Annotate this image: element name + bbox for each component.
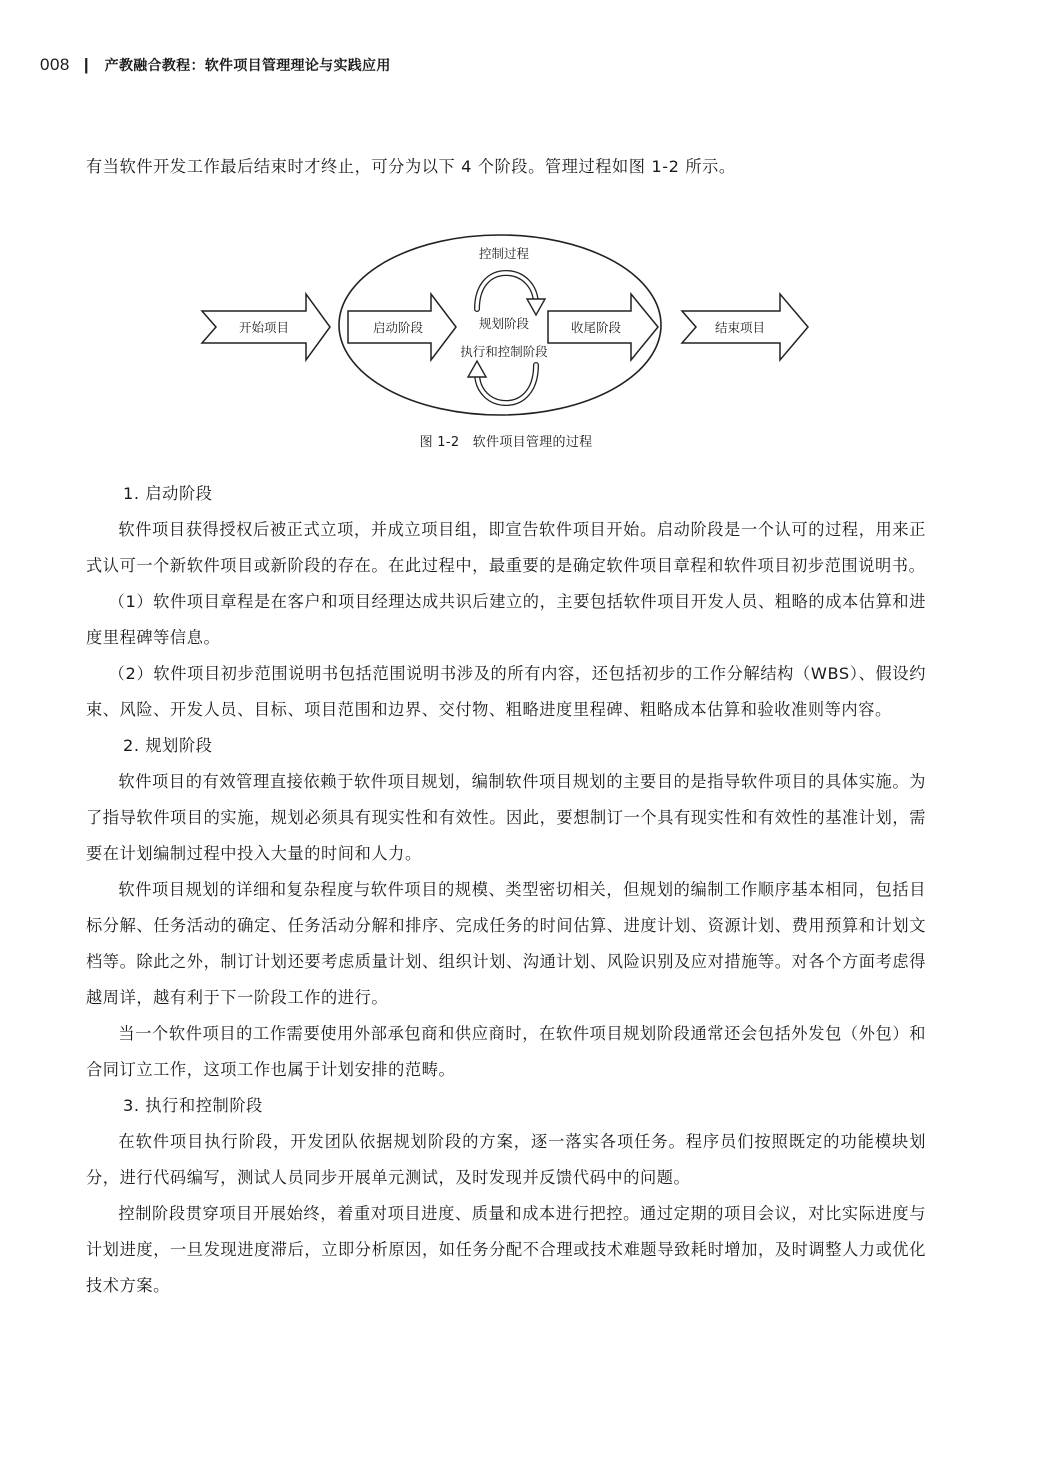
closing-label: 收尾阶段 bbox=[570, 320, 622, 335]
page-number: 008 bbox=[40, 55, 70, 74]
section-2-paragraph-3: 当一个软件项目的工作需要使用外部承包商和供应商时，在软件项目规划阶段通常还会包括外发包（外包）和合同订立工作，这项工作也属于计划安排的范畴。 bbox=[86, 1024, 926, 1079]
section-1-paragraph-2: （1）软件项目章程是在客户和项目经理达成共识后建立的，主要包括软件项目开发人员、粗略的成本估算和进度里程碑等信息。 bbox=[86, 592, 926, 647]
top-cycle-arrow-head bbox=[527, 299, 545, 315]
section-3-paragraph-1: 在软件项目执行阶段，开发团队依据规划阶段的方案，逐一落实各项任务。程序员们按照既定的功能模块划分，进行代码编写，测试人员同步开展单元测试，及时发现并反馈代码中的问题。 bbox=[86, 1132, 926, 1187]
process-diagram bbox=[86, 185, 926, 425]
section-1-paragraph-1: 软件项目获得授权后被正式立项，并成立项目组，即宣告软件项目开始。启动阶段是一个认可的过程，用来正式认可一个新软件项目或新阶段的存在。在此过程中，最重要的是确定软件项目章程和软件项目初步范围说明书。 bbox=[86, 520, 926, 575]
process-figure bbox=[86, 185, 926, 476]
execution-control-label: 执行和控制阶段 bbox=[460, 344, 548, 359]
section-3-heading: 3. 执行和控制阶段 bbox=[123, 1096, 263, 1115]
planning-label: 规划阶段 bbox=[478, 316, 530, 331]
start-project-label: 开始项目 bbox=[238, 320, 290, 335]
running-header bbox=[40, 52, 391, 78]
section-2-paragraph-2: 软件项目规划的详细和复杂程度与软件项目的规模、类型密切相关，但规划的编制工作顺序基本相同，包括目标分解、任务活动的确定、任务活动分解和排序、完成任务的时间估算、进度计划、资源计划、费用预算和计划文档等。除此之外，制订计划还要考虑质量计划、组织计划、沟通计划、风险识别及应对措施等。对各个方面考虑得越周详，越有利于下一阶段工作的进行。 bbox=[86, 880, 926, 1007]
section-1-paragraph-3: （2）软件项目初步范围说明书包括范围说明书涉及的所有内容，还包括初步的工作分解结构（WBS）、假设约束、风险、开发人员、目标、项目范围和边界、交付物、粗略进度里程碑、粗略成本估算和验收准则等内容。 bbox=[86, 664, 926, 719]
section-1-heading: 1. 启动阶段 bbox=[123, 484, 213, 503]
page-body bbox=[86, 149, 926, 1304]
top-cycle-arrow-outline bbox=[477, 273, 536, 309]
section-2-paragraph-1: 软件项目的有效管理直接依赖于软件项目规划，编制软件项目规划的主要目的是指导软件项目的具体实施。为了指导软件项目的实施，规划必须具有现实性和有效性。因此，要想制订一个具有现实性和有效性的基准计划，需要在计划编制过程中投入大量的时间和人力。 bbox=[86, 772, 926, 863]
intro-paragraph: 有当软件开发工作最后结束时才终止，可分为以下 4 个阶段。管理过程如图 1-2 所示。 bbox=[86, 157, 736, 176]
control-process-label: 控制过程 bbox=[478, 246, 530, 261]
header-separator: | bbox=[83, 55, 89, 74]
book-title: 产教融合教程：软件项目管理理论与实践应用 bbox=[104, 58, 391, 74]
figure-caption: 图 1-2 软件项目管理的过程 bbox=[419, 435, 593, 450]
bottom-cycle-arrow-head bbox=[468, 361, 486, 377]
section-3-paragraph-2: 控制阶段贯穿项目开展始终，着重对项目进度、质量和成本进行把控。通过定期的项目会议，对比实际进度与计划进度，一旦发现进度滞后，立即分析原因，如任务分配不合理或技术难题导致耗时增加，及时调整人力或优化技术方案。 bbox=[86, 1204, 926, 1295]
end-project-label: 结束项目 bbox=[714, 320, 766, 335]
initiation-label: 启动阶段 bbox=[372, 320, 424, 335]
section-2-heading: 2. 规划阶段 bbox=[123, 736, 213, 755]
